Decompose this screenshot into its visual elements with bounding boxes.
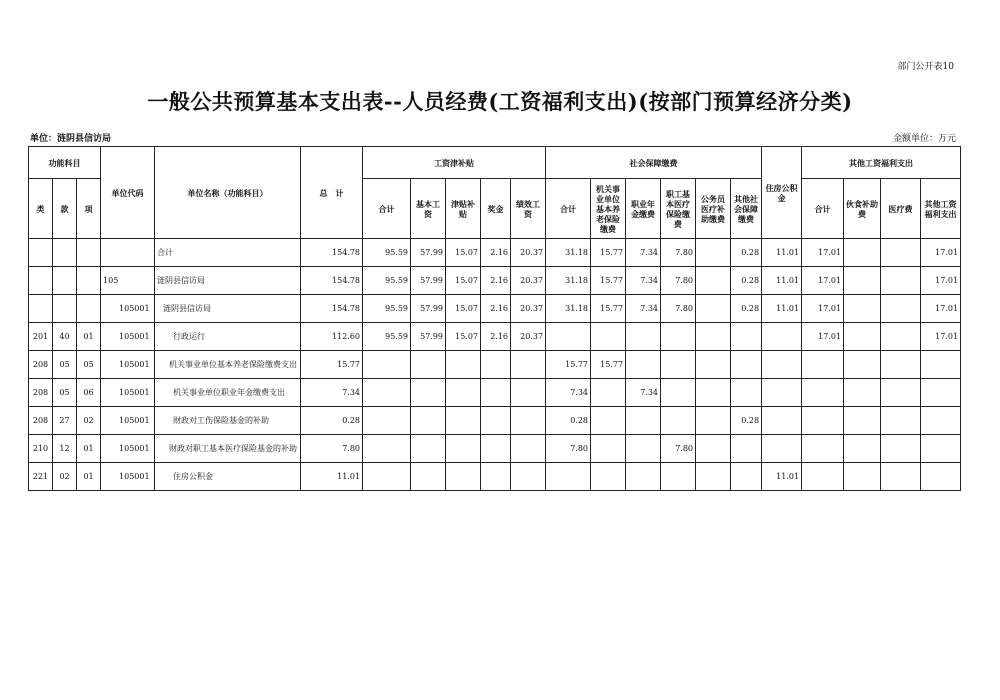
unit-name-cell: 财政对职工基本医疗保险基金的补助 (155, 435, 301, 463)
xiang-cell: 05 (77, 351, 101, 379)
social-cell (696, 239, 731, 267)
unit-code-cell: 105001 (101, 295, 155, 323)
kuan-cell: 05 (53, 351, 77, 379)
social-col-header: 合计 (546, 179, 591, 239)
wage-col-header: 津贴补贴 (446, 179, 481, 239)
other-cell (844, 323, 881, 351)
wage-cell: 15.07 (446, 295, 481, 323)
unit-code-cell: 105001 (101, 323, 155, 351)
xiang-cell (77, 267, 101, 295)
table-row (29, 323, 961, 351)
other-cell (881, 295, 921, 323)
wage-cell (411, 435, 446, 463)
other-cell (844, 379, 881, 407)
social-cell (546, 463, 591, 491)
social-cell: 15.77 (591, 351, 626, 379)
wage-cell: 20.37 (511, 295, 546, 323)
wage-col-header: 基本工资 (411, 179, 446, 239)
unit-name-cell: 住房公积金 (155, 463, 301, 491)
kuan-cell: 02 (53, 463, 77, 491)
social-cell (626, 407, 661, 435)
xiang-cell (77, 295, 101, 323)
kuan-cell (53, 267, 77, 295)
other-cell (844, 351, 881, 379)
other-col-header: 伙食补助费 (844, 179, 881, 239)
other-cell: 17.01 (802, 267, 844, 295)
other-cell: 17.01 (921, 239, 961, 267)
housing-cell (762, 407, 802, 435)
other-cell (881, 351, 921, 379)
housing-cell: 11.01 (762, 239, 802, 267)
wage-cell (481, 463, 511, 491)
other-cell (844, 239, 881, 267)
other-cell (844, 463, 881, 491)
wage-cell (411, 463, 446, 491)
wage-cell (511, 407, 546, 435)
kuan-cell (53, 295, 77, 323)
wage-cell: 2.16 (481, 323, 511, 351)
social-cell (731, 435, 762, 463)
unit-code-cell (101, 239, 155, 267)
other-cell: 17.01 (802, 239, 844, 267)
other-group-header: 其他工资福利支出 (802, 147, 961, 179)
social-cell: 15.77 (546, 351, 591, 379)
kuan-cell: 12 (53, 435, 77, 463)
social-cell (626, 435, 661, 463)
social-cell: 7.34 (626, 267, 661, 295)
social-cell (661, 351, 696, 379)
wage-cell: 95.59 (363, 323, 411, 351)
housing-cell (762, 435, 802, 463)
other-cell (881, 379, 921, 407)
unit-name-cell: 涟阴县信访局 (155, 295, 301, 323)
social-cell: 7.34 (626, 379, 661, 407)
wage-cell (511, 463, 546, 491)
housing-cell (762, 323, 802, 351)
wage-cell (446, 407, 481, 435)
social-cell (731, 351, 762, 379)
social-cell (661, 463, 696, 491)
social-cell: 31.18 (546, 239, 591, 267)
wage-cell: 95.59 (363, 295, 411, 323)
social-cell: 7.34 (546, 379, 591, 407)
lei-cell: 221 (29, 463, 53, 491)
wage-col-header: 奖金 (481, 179, 511, 239)
other-cell (802, 351, 844, 379)
social-cell: 0.28 (731, 239, 762, 267)
unit-code-header: 单位代码 (101, 147, 155, 239)
wage-cell: 15.07 (446, 323, 481, 351)
other-cell (802, 379, 844, 407)
wage-cell (481, 379, 511, 407)
wage-cell: 57.99 (411, 267, 446, 295)
wage-cell: 15.07 (446, 267, 481, 295)
social-cell: 15.77 (591, 267, 626, 295)
wage-cell: 2.16 (481, 239, 511, 267)
other-cell (844, 295, 881, 323)
social-cell: 7.80 (661, 295, 696, 323)
social-cell (591, 435, 626, 463)
social-col-header: 公务员医疗补助缴费 (696, 179, 731, 239)
total-cell: 0.28 (301, 407, 363, 435)
social-cell (591, 463, 626, 491)
unit-code-cell: 105001 (101, 407, 155, 435)
total-cell: 7.34 (301, 379, 363, 407)
wage-col-header: 绩效工资 (511, 179, 546, 239)
other-cell (802, 435, 844, 463)
social-group-header: 社会保障缴费 (546, 147, 762, 179)
unit-code-cell: 105001 (101, 463, 155, 491)
other-cell: 17.01 (802, 323, 844, 351)
other-col-header: 医疗费 (881, 179, 921, 239)
wage-cell (411, 379, 446, 407)
wage-cell: 2.16 (481, 295, 511, 323)
wage-cell (363, 463, 411, 491)
lei-header: 类 (29, 179, 53, 239)
wage-cell: 2.16 (481, 267, 511, 295)
other-cell: 17.01 (921, 295, 961, 323)
social-cell (661, 407, 696, 435)
social-cell (696, 407, 731, 435)
wage-group-header: 工资津补贴 (363, 147, 546, 179)
total-cell: 154.78 (301, 267, 363, 295)
xiang-cell: 02 (77, 407, 101, 435)
xiang-cell: 01 (77, 323, 101, 351)
xiang-cell: 06 (77, 379, 101, 407)
wage-cell (446, 435, 481, 463)
social-col-header: 职业年金缴费 (626, 179, 661, 239)
social-cell (591, 323, 626, 351)
other-cell (844, 435, 881, 463)
other-cell (881, 323, 921, 351)
social-cell (696, 351, 731, 379)
total-header: 总 计 (301, 147, 363, 239)
total-cell: 154.78 (301, 295, 363, 323)
other-cell (921, 435, 961, 463)
wage-cell (411, 351, 446, 379)
func-subject-header: 功能科目 (29, 147, 101, 179)
other-cell (921, 407, 961, 435)
wage-cell (511, 351, 546, 379)
social-cell: 15.77 (591, 239, 626, 267)
xiang-cell: 01 (77, 463, 101, 491)
table-row (29, 407, 961, 435)
housing-cell: 11.01 (762, 463, 802, 491)
wage-cell: 57.99 (411, 323, 446, 351)
social-cell: 31.18 (546, 295, 591, 323)
housing-cell (762, 351, 802, 379)
xiang-cell: 01 (77, 435, 101, 463)
table-row (29, 267, 961, 295)
wage-cell (446, 463, 481, 491)
social-cell: 31.18 (546, 267, 591, 295)
social-cell (696, 295, 731, 323)
social-cell: 0.28 (731, 295, 762, 323)
unit-name-cell: 机关事业单位基本养老保险缴费支出 (155, 351, 301, 379)
wage-cell: 15.07 (446, 239, 481, 267)
other-cell (881, 435, 921, 463)
social-cell (731, 379, 762, 407)
wage-cell: 57.99 (411, 295, 446, 323)
social-cell (696, 267, 731, 295)
housing-cell: 11.01 (762, 267, 802, 295)
wage-cell: 95.59 (363, 239, 411, 267)
unit-name-cell: 合计 (155, 239, 301, 267)
wage-col-header: 合计 (363, 179, 411, 239)
social-cell (696, 463, 731, 491)
wage-cell (363, 435, 411, 463)
other-cell (844, 267, 881, 295)
total-cell: 7.80 (301, 435, 363, 463)
social-cell (591, 407, 626, 435)
social-cell (626, 351, 661, 379)
other-cell: 17.01 (802, 295, 844, 323)
unit-code-cell: 105001 (101, 351, 155, 379)
social-cell: 0.28 (731, 407, 762, 435)
amount-unit: 金额单位：万元 (892, 134, 956, 144)
total-cell: 154.78 (301, 239, 363, 267)
social-cell (661, 323, 696, 351)
social-cell: 0.28 (731, 267, 762, 295)
form-number: 部门公开表10 (897, 62, 954, 72)
wage-cell (363, 379, 411, 407)
other-cell (921, 463, 961, 491)
social-col-header: 其他社会保障缴费 (731, 179, 762, 239)
lei-cell (29, 267, 53, 295)
wage-cell: 20.37 (511, 267, 546, 295)
other-cell (802, 463, 844, 491)
social-cell: 7.80 (661, 435, 696, 463)
social-col-header: 职工基本医疗保险缴费 (661, 179, 696, 239)
unit-name-cell: 机关事业单位职业年金缴费支出 (155, 379, 301, 407)
table-row (29, 435, 961, 463)
social-cell (731, 463, 762, 491)
kuan-cell (53, 239, 77, 267)
other-cell (921, 351, 961, 379)
kuan-header: 款 (53, 179, 77, 239)
social-cell: 7.34 (626, 295, 661, 323)
social-cell (546, 323, 591, 351)
social-cell (626, 463, 661, 491)
other-cell (881, 267, 921, 295)
wage-cell (446, 379, 481, 407)
lei-cell: 210 (29, 435, 53, 463)
social-cell: 0.28 (546, 407, 591, 435)
kuan-cell: 40 (53, 323, 77, 351)
lei-cell: 208 (29, 379, 53, 407)
lei-cell: 208 (29, 407, 53, 435)
housing-cell (762, 379, 802, 407)
other-cell (881, 407, 921, 435)
wage-cell (363, 351, 411, 379)
housing-header: 住房公积金 (762, 147, 802, 239)
lei-cell (29, 295, 53, 323)
total-cell: 112.60 (301, 323, 363, 351)
table-row (29, 379, 961, 407)
social-cell: 7.80 (546, 435, 591, 463)
social-cell (661, 379, 696, 407)
wage-cell (446, 351, 481, 379)
social-cell: 7.34 (626, 239, 661, 267)
social-cell (696, 323, 731, 351)
wage-cell (511, 379, 546, 407)
other-col-header: 合计 (802, 179, 844, 239)
other-cell (844, 407, 881, 435)
page-title: 一般公共预算基本支出表--人员经费(工资福利支出)(按部门预算经济分类) (147, 89, 853, 114)
xiang-cell (77, 239, 101, 267)
other-cell (881, 239, 921, 267)
lei-cell (29, 239, 53, 267)
lei-cell: 208 (29, 351, 53, 379)
table-row (29, 463, 961, 491)
kuan-cell: 27 (53, 407, 77, 435)
social-cell (626, 323, 661, 351)
social-col-header: 机关事业单位基本养老保险缴费 (591, 179, 626, 239)
social-cell (591, 379, 626, 407)
housing-cell: 11.01 (762, 295, 802, 323)
wage-cell (363, 407, 411, 435)
unit-name-cell: 行政运行 (155, 323, 301, 351)
other-cell (881, 463, 921, 491)
wage-cell: 57.99 (411, 239, 446, 267)
wage-cell (511, 435, 546, 463)
table-row (29, 295, 961, 323)
social-cell (731, 323, 762, 351)
wage-cell: 20.37 (511, 323, 546, 351)
other-cell: 17.01 (921, 267, 961, 295)
wage-cell (481, 435, 511, 463)
total-cell: 11.01 (301, 463, 363, 491)
budget-table (28, 146, 961, 491)
wage-cell (481, 407, 511, 435)
wage-cell: 20.37 (511, 239, 546, 267)
table-header (29, 147, 961, 239)
wage-cell (481, 351, 511, 379)
table-row (29, 239, 961, 267)
social-cell: 7.80 (661, 267, 696, 295)
other-cell (921, 379, 961, 407)
table-row (29, 351, 961, 379)
unit-code-cell: 105001 (101, 379, 155, 407)
table-body (29, 239, 961, 491)
unit-code-cell: 105001 (101, 435, 155, 463)
unit-name-cell: 财政对工伤保险基金的补助 (155, 407, 301, 435)
other-cell (802, 407, 844, 435)
unit-label: 单位：涟阴县信访局 (30, 134, 112, 144)
wage-cell: 95.59 (363, 267, 411, 295)
social-cell: 15.77 (591, 295, 626, 323)
total-cell: 15.77 (301, 351, 363, 379)
unit-name-header: 单位名称（功能科目） (155, 147, 301, 239)
wage-cell (411, 407, 446, 435)
kuan-cell: 05 (53, 379, 77, 407)
lei-cell: 201 (29, 323, 53, 351)
unit-code-cell: 105 (101, 267, 155, 295)
other-col-header: 其他工资福利支出 (921, 179, 961, 239)
social-cell (696, 435, 731, 463)
social-cell: 7.80 (661, 239, 696, 267)
xiang-header: 项 (77, 179, 101, 239)
other-cell: 17.01 (921, 323, 961, 351)
unit-name-cell: 涟阴县信访局 (155, 267, 301, 295)
social-cell (696, 379, 731, 407)
